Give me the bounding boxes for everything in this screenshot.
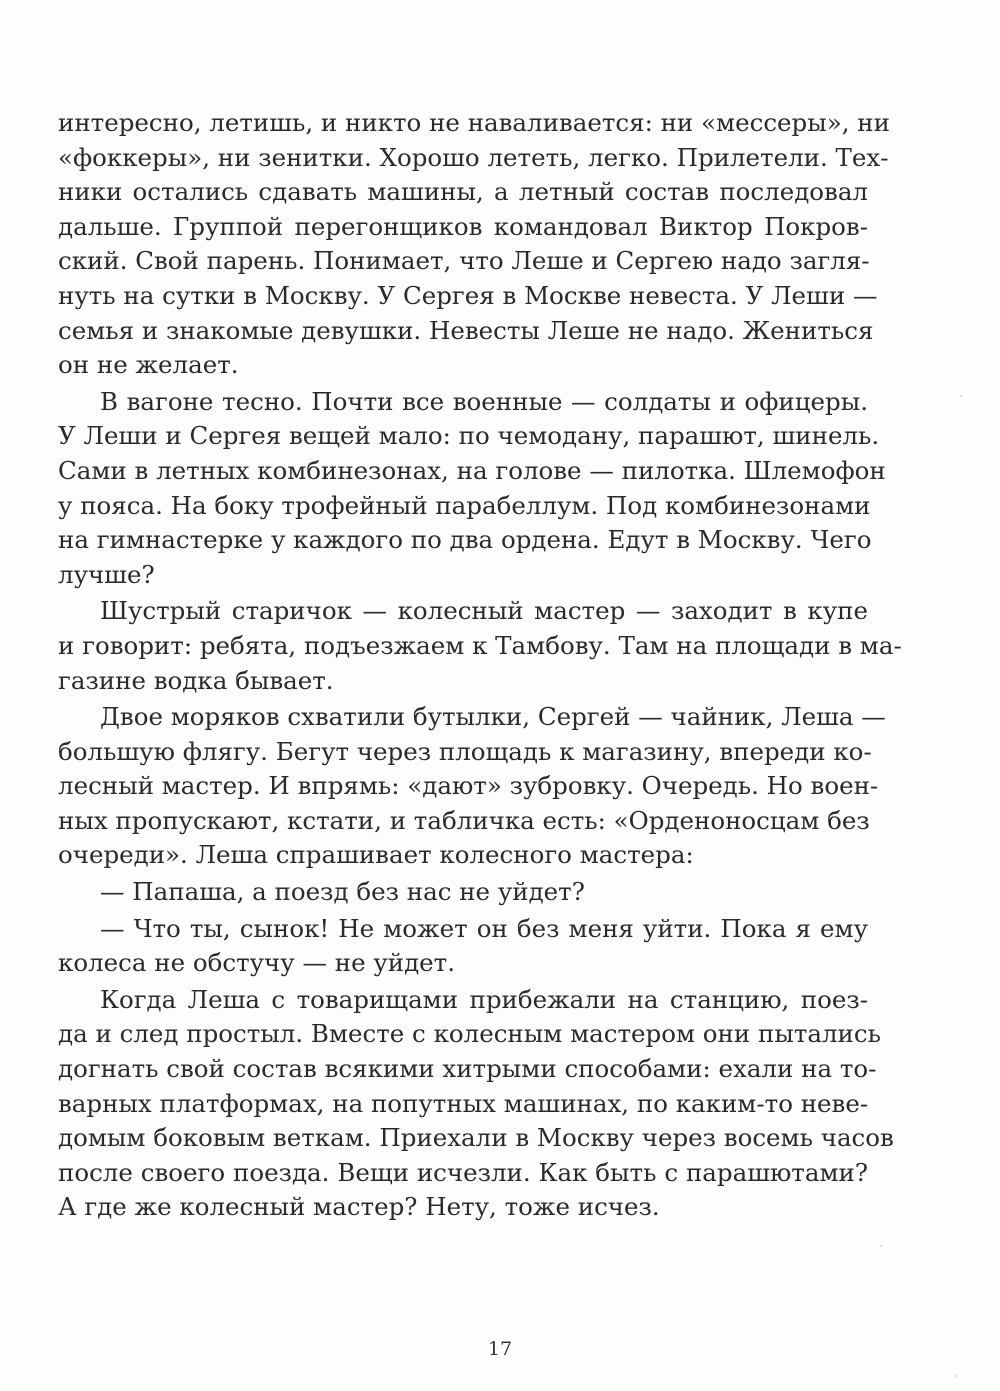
- text-line: — Папаша, а поезд без нас не уйдет?: [100, 877, 585, 907]
- text-line: — Что ты, сынок! Не может он без меня уйти. Пока я ему: [100, 913, 868, 943]
- text-line: У Леши и Сергея вещей мало: по чемодану, парашют, шинель.: [58, 421, 880, 451]
- text-line: Двое моряков схватили бутылки, Сергей — чайник, Леша —: [100, 702, 886, 732]
- text-line: А где же колесный мастер? Нету, тоже исчез.: [58, 1192, 660, 1222]
- text-line: лучше?: [58, 559, 155, 589]
- text-line: дальше. Группой перегонщиков командовал Виктор Покров-: [58, 211, 868, 241]
- text-line: да и след простыл. Вместе с колесным мастером они пытались: [58, 1019, 881, 1049]
- paragraph: [58, 594, 902, 698]
- text-line: лесный мастер. И впрямь: «дают» зубровку. Очередь. Но воен-: [58, 771, 879, 801]
- text-line: интересно, летишь, и никто не наваливается: ни «мессеры», ни: [58, 108, 890, 137]
- paragraph: [58, 983, 894, 1225]
- text-line: колеса не обстучу — не уйдет.: [58, 948, 456, 978]
- dialogue-line: [58, 912, 868, 981]
- scan-speck: [880, 1245, 882, 1247]
- text-line: семья и знакомые девушки. Невесты Леше не надо. Жениться: [58, 315, 874, 345]
- paragraph: [58, 385, 886, 593]
- text-line: ных пропускают, кстати, и табличка есть: «Орденоносцам без: [58, 805, 870, 835]
- text-line: «фоккеры», ни зенитки. Хорошо лететь, легко. Прилетели. Тех-: [58, 142, 889, 172]
- paragraph: [58, 106, 890, 383]
- text-line: и говорит: ребята, подъезжаем к Тамбову. Там на площади в ма-: [58, 630, 902, 660]
- text-line: газине водка бывает.: [58, 665, 334, 695]
- page-number: 17: [487, 1338, 513, 1360]
- text-line: очереди». Леша спрашивает колесного мастера:: [58, 840, 694, 870]
- text-line: ский. Свой парень. Понимает, что Леше и Сергею надо загля-: [58, 246, 870, 276]
- text-line: Сами в летных комбинезонах, на голове — пилотка. Шлемофон: [58, 455, 886, 485]
- body-text: [58, 106, 902, 1227]
- text-line: на гимнастерке у каждого по два ордена. Едут в Москву. Чего: [58, 525, 872, 555]
- dialogue-line: [58, 875, 868, 910]
- text-line: Шустрый старичок — колесный мастер — заходит в купе: [100, 596, 868, 626]
- paragraph: [58, 700, 886, 873]
- text-line: ники остались сдавать машины, а летный состав последовал: [58, 177, 868, 207]
- scan-speck: [960, 395, 962, 397]
- text-line: он не желает.: [58, 350, 239, 380]
- scan-speck: [955, 1375, 957, 1377]
- text-line: большую флягу. Бегут через площадь к магазину, впереди ко-: [58, 736, 872, 766]
- text-line: догнать свой состав всякими хитрыми способами: ехали на то-: [58, 1054, 877, 1084]
- text-line: после своего поезда. Вещи исчезли. Как быть с парашютами?: [58, 1157, 868, 1187]
- text-line: Когда Леша с товарищами прибежали на станцию, поез-: [100, 984, 868, 1014]
- text-line: В вагоне тесно. Почти все военные — солдаты и офицеры.: [100, 386, 868, 416]
- text-line: у пояса. На боку трофейный парабеллум. Под комбинезонами: [58, 490, 871, 520]
- text-line: нуть на сутки в Москву. У Сергея в Москве невеста. У Леши —: [58, 280, 878, 310]
- text-line: домым боковым веткам. Приехали в Москву через восемь часов: [58, 1123, 894, 1153]
- text-line: варных платформах, на попутных машинах, по каким-то неве-: [58, 1088, 869, 1118]
